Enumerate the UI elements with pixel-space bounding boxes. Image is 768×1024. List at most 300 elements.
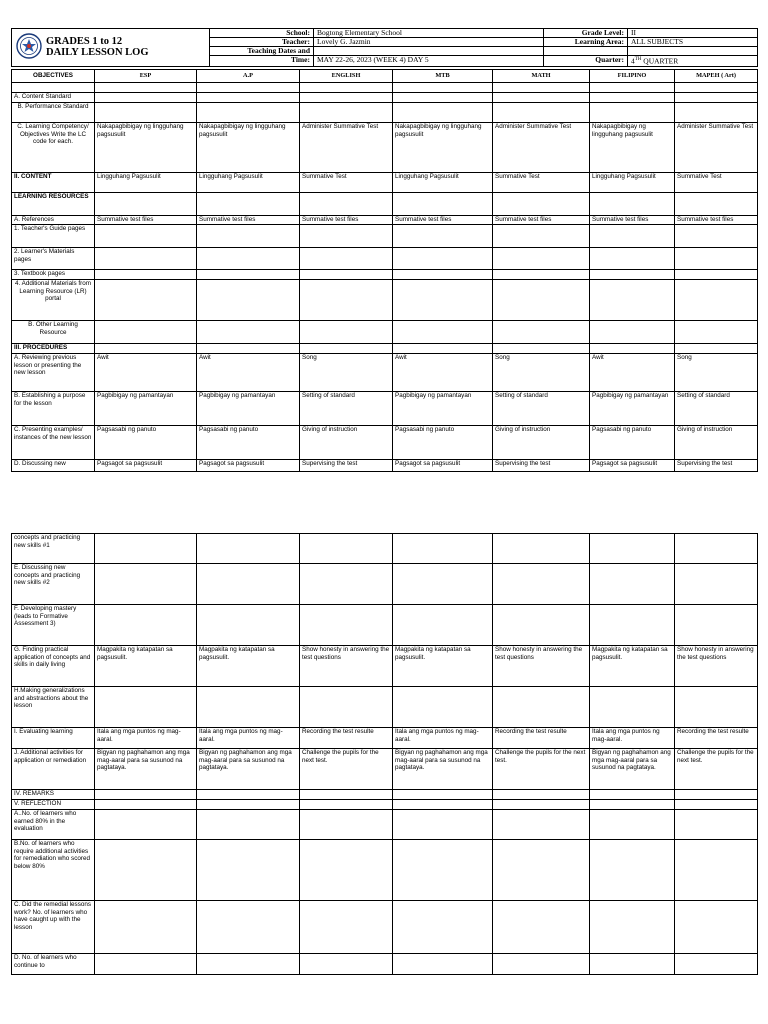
cell-mtb [393, 193, 493, 216]
cell-english: Song [300, 354, 393, 392]
cell-filipino [590, 280, 675, 321]
cell-math [493, 840, 590, 901]
cell-a-p: Lingguhang Pagsusulit [197, 173, 300, 193]
cell-mtb [393, 901, 493, 954]
objectives-header: OBJECTIVES [12, 70, 95, 83]
cell-mapeh-art [675, 840, 758, 901]
table-row [12, 225, 758, 248]
cell-a-p: Pagsagot sa pagsusulit [197, 460, 300, 472]
cell-esp [95, 534, 197, 564]
spacer-cell [393, 83, 493, 93]
cell-mapeh-art [675, 193, 758, 216]
cell-esp: Lingguhang Pagsusulit [95, 173, 197, 193]
cell-math: Administer Summative Test [493, 123, 590, 173]
row-label: C. Learning Competency/ Objectives Write the LC code for each. [12, 123, 95, 173]
row-label: III. PROCEDURES [12, 344, 95, 354]
table-row [12, 605, 758, 646]
table-row [12, 790, 758, 800]
cell-esp [95, 954, 197, 975]
table-row [12, 392, 758, 426]
cell-filipino: Itala ang mga puntos ng mag-aaral. [590, 728, 675, 749]
table-row [12, 354, 758, 392]
cell-filipino: Pagbibigay ng pamantayan [590, 392, 675, 426]
table-row [12, 564, 758, 605]
lesson-table-page-2 [11, 533, 758, 975]
cell-mtb: Pagsagot sa pagsusulit [393, 460, 493, 472]
cell-english: Summative test files [300, 216, 393, 225]
cell-filipino [590, 954, 675, 975]
row-label: E. Discussing new concepts and practicing new skills #2 [12, 564, 95, 605]
cell-filipino [590, 270, 675, 280]
cell-english: Recording the test resulte [300, 728, 393, 749]
row-label: D. No. of learners who continue to [12, 954, 95, 975]
cell-mapeh-art [675, 321, 758, 344]
cell-filipino [590, 800, 675, 810]
row-label: D. Discussing new [12, 460, 95, 472]
cell-english [300, 93, 393, 103]
cell-a-p: Nakapagbibigay ng lingguhang pagsusulit [197, 123, 300, 173]
cell-mapeh-art: Summative test files [675, 216, 758, 225]
cell-a-p [197, 901, 300, 954]
table-row [12, 103, 758, 123]
cell-filipino [590, 321, 675, 344]
cell-mapeh-art: Show honesty in answering the test questions [675, 646, 758, 687]
cell-a-p [197, 564, 300, 605]
dates-value: MAY 22-26, 2023 (WEEK 4) DAY 5 [314, 56, 544, 67]
header-table [11, 28, 758, 67]
table-row [12, 426, 758, 460]
cell-mapeh-art [675, 344, 758, 354]
cell-filipino: Pagsasabi ng panuto [590, 426, 675, 460]
area-value: ALL SUBJECTS [628, 38, 758, 47]
cell-filipino [590, 564, 675, 605]
row-label: concepts and practicing new skills #1 [12, 534, 95, 564]
table-row [12, 840, 758, 901]
table-row [12, 460, 758, 472]
teacher-label: Teacher: [210, 38, 314, 47]
cell-a-p [197, 93, 300, 103]
cell-mapeh-art [675, 564, 758, 605]
cell-english: Setting of standard [300, 392, 393, 426]
row-label: 1. Teacher's Guide pages [12, 225, 95, 248]
cell-filipino [590, 193, 675, 216]
row-label: A..No. of learners who earned 80% in the evaluation [12, 810, 95, 840]
cell-english [300, 687, 393, 728]
cell-math [493, 225, 590, 248]
table-row [12, 173, 758, 193]
subject-header-1: A.P [197, 70, 300, 83]
row-label: H.Making generalizations and abstractions about the lesson [12, 687, 95, 728]
spacer-cell [300, 83, 393, 93]
cell-mtb [393, 954, 493, 975]
cell-filipino: Awit [590, 354, 675, 392]
spacer-cell [590, 83, 675, 93]
cell-a-p [197, 103, 300, 123]
cell-a-p: Awit [197, 354, 300, 392]
cell-english [300, 564, 393, 605]
title-block [12, 29, 210, 67]
cell-filipino: Bigyan ng paghahamon ang mga mag-aaral para sa susunod na pagtataya. [590, 749, 675, 790]
school-value: Bogtong Elementary School [314, 29, 544, 38]
cell-math [493, 280, 590, 321]
spacer-cell [95, 83, 197, 93]
cell-a-p: Itala ang mga puntos ng mag-aaral. [197, 728, 300, 749]
subject-header-2: ENGLISH [300, 70, 393, 83]
cell-mapeh-art [675, 225, 758, 248]
cell-filipino [590, 840, 675, 901]
cell-a-p [197, 790, 300, 800]
row-label: J. Additional activities for application or remediation [12, 749, 95, 790]
cell-mtb [393, 564, 493, 605]
cell-filipino [590, 103, 675, 123]
table-row [12, 270, 758, 280]
cell-english [300, 225, 393, 248]
cell-mapeh-art [675, 687, 758, 728]
row-label: A. Content Standard [12, 93, 95, 103]
cell-a-p [197, 270, 300, 280]
cell-english [300, 270, 393, 280]
cell-mapeh-art [675, 954, 758, 975]
table-row [12, 248, 758, 270]
cell-math: Setting of standard [493, 392, 590, 426]
spacer-cell [675, 83, 758, 93]
cell-mapeh-art: Challenge the pupils for the next test. [675, 749, 758, 790]
cell-a-p [197, 687, 300, 728]
cell-math [493, 901, 590, 954]
cell-math [493, 790, 590, 800]
cell-math [493, 93, 590, 103]
cell-mapeh-art [675, 901, 758, 954]
cell-esp [95, 687, 197, 728]
cell-english [300, 954, 393, 975]
cell-filipino: Magpakita ng katapatan sa pagsusulit. [590, 646, 675, 687]
subject-header-row [12, 70, 758, 83]
cell-mtb [393, 810, 493, 840]
cell-mtb: Nakapagbibigay ng lingguhang pagsusulit [393, 123, 493, 173]
spacer-row [12, 83, 758, 93]
cell-esp [95, 103, 197, 123]
table-row [12, 749, 758, 790]
row-label: LEARNING RESOURCES [12, 193, 95, 216]
cell-english: Show honesty in answering the test questions [300, 646, 393, 687]
cell-math: Supervising the test [493, 460, 590, 472]
cell-filipino [590, 534, 675, 564]
row-label: F. Developing mastery (leads to Formative Assessment 3) [12, 605, 95, 646]
subject-header-0: ESP [95, 70, 197, 83]
row-label: I. Evaluating learning [12, 728, 95, 749]
cell-mtb: Magpakita ng katapatan sa pagsusulit. [393, 646, 493, 687]
table-row [12, 534, 758, 564]
row-label: C. Did the remedial lessons work? No. of learners who have caught up with the lesson [12, 901, 95, 954]
row-label: B.No. of learners who require additional activities for remediation who scored below 80% [12, 840, 95, 901]
cell-esp: Bigyan ng paghahamon ang mga mag-aaral para sa susunod na pagtataya. [95, 749, 197, 790]
table-row [12, 901, 758, 954]
cell-a-p [197, 344, 300, 354]
row-label: A. Reviewing previous lesson or presenting the new lesson [12, 354, 95, 392]
cell-esp [95, 321, 197, 344]
cell-english: Supervising the test [300, 460, 393, 472]
cell-filipino [590, 687, 675, 728]
cell-esp [95, 810, 197, 840]
table-row [12, 193, 758, 216]
cell-filipino [590, 605, 675, 646]
table-row [12, 280, 758, 321]
grade-value: II [628, 29, 758, 38]
cell-english: Summative Test [300, 173, 393, 193]
cell-mtb: Pagsasabi ng panuto [393, 426, 493, 460]
cell-math: Giving of instruction [493, 426, 590, 460]
cell-mapeh-art: Supervising the test [675, 460, 758, 472]
table-row [12, 954, 758, 975]
cell-math [493, 564, 590, 605]
cell-english [300, 840, 393, 901]
cell-a-p [197, 248, 300, 270]
cell-mtb [393, 344, 493, 354]
cell-math [493, 605, 590, 646]
cell-math [493, 534, 590, 564]
cell-mtb [393, 248, 493, 270]
cell-english [300, 193, 393, 216]
cell-english [300, 810, 393, 840]
cell-mtb: Bigyan ng paghahamon ang mga mag-aaral para sa susunod na pagtataya. [393, 749, 493, 790]
cell-mtb: Summative test files [393, 216, 493, 225]
cell-mapeh-art: Setting of standard [675, 392, 758, 426]
school-label: School: [210, 29, 314, 38]
cell-math [493, 344, 590, 354]
cell-a-p [197, 225, 300, 248]
row-label: V. REFLECTION [12, 800, 95, 810]
cell-mtb: Lingguhang Pagsusulit [393, 173, 493, 193]
cell-a-p [197, 193, 300, 216]
cell-english: Giving of instruction [300, 426, 393, 460]
title-line-2: DAILY LESSON LOG [46, 47, 149, 59]
cell-esp [95, 280, 197, 321]
table-row [12, 123, 758, 173]
row-label: A. References [12, 216, 95, 225]
cell-math [493, 193, 590, 216]
table-row [12, 800, 758, 810]
cell-math [493, 103, 590, 123]
cell-mapeh-art: Administer Summative Test [675, 123, 758, 173]
cell-math: Show honesty in answering the test questions [493, 646, 590, 687]
cell-filipino [590, 344, 675, 354]
grade-label: Grade Level: [544, 29, 628, 38]
cell-esp: Magpakita ng katapatan sa pagsusulit. [95, 646, 197, 687]
cell-mtb [393, 93, 493, 103]
cell-mtb [393, 790, 493, 800]
cell-mapeh-art: Song [675, 354, 758, 392]
cell-esp [95, 840, 197, 901]
cell-a-p [197, 321, 300, 344]
dates-spacer [314, 47, 544, 56]
cell-mtb [393, 687, 493, 728]
cell-math [493, 270, 590, 280]
table-row [12, 646, 758, 687]
subject-header-3: MTB [393, 70, 493, 83]
cell-mapeh-art [675, 605, 758, 646]
cell-a-p [197, 954, 300, 975]
spacer-cell [493, 83, 590, 93]
cell-english [300, 534, 393, 564]
cell-esp [95, 790, 197, 800]
row-label: IV. REMARKS [12, 790, 95, 800]
table-row [12, 728, 758, 749]
cell-a-p: Pagbibigay ng pamantayan [197, 392, 300, 426]
cell-a-p: Magpakita ng katapatan sa pagsusulit. [197, 646, 300, 687]
cell-math: Summative Test [493, 173, 590, 193]
cell-mapeh-art: Giving of instruction [675, 426, 758, 460]
cell-filipino: Lingguhang Pagsusulit [590, 173, 675, 193]
table-row [12, 216, 758, 225]
cell-english: Administer Summative Test [300, 123, 393, 173]
cell-english [300, 605, 393, 646]
cell-a-p [197, 280, 300, 321]
cell-esp [95, 93, 197, 103]
cell-filipino [590, 810, 675, 840]
cell-mtb: Itala ang mga puntos ng mag-aaral. [393, 728, 493, 749]
dates-label-2: Time: [210, 56, 314, 67]
cell-mtb: Pagbibigay ng pamantayan [393, 392, 493, 426]
cell-mapeh-art [675, 103, 758, 123]
cell-esp [95, 605, 197, 646]
cell-mapeh-art [675, 800, 758, 810]
cell-filipino [590, 93, 675, 103]
title-line-1: GRADES 1 to 12 [46, 36, 123, 48]
table-row [12, 810, 758, 840]
cell-a-p [197, 605, 300, 646]
cell-esp [95, 564, 197, 605]
cell-mapeh-art [675, 280, 758, 321]
table-row [12, 321, 758, 344]
row-label: G. Finding practical application of concepts and skills in daily living [12, 646, 95, 687]
cell-esp [95, 901, 197, 954]
cell-math [493, 248, 590, 270]
cell-esp [95, 225, 197, 248]
cell-mtb [393, 800, 493, 810]
cell-math [493, 954, 590, 975]
teacher-value: Lovely G. Jazmin [314, 38, 544, 47]
cell-a-p [197, 534, 300, 564]
spacer-cell [12, 83, 95, 93]
cell-english [300, 280, 393, 321]
cell-esp [95, 800, 197, 810]
cell-math: Song [493, 354, 590, 392]
cell-esp [95, 270, 197, 280]
cell-filipino [590, 225, 675, 248]
spacer-cell [197, 83, 300, 93]
cell-mtb [393, 280, 493, 321]
subject-header-5: FILIPINO [590, 70, 675, 83]
cell-mapeh-art: Summative Test [675, 173, 758, 193]
cell-mapeh-art [675, 93, 758, 103]
lesson-table-page-1 [11, 69, 758, 472]
cell-math [493, 687, 590, 728]
cell-math [493, 321, 590, 344]
area-label: Learning Area: [544, 38, 628, 47]
quarter-spacer-value [628, 47, 758, 56]
table-row [12, 344, 758, 354]
quarter-label: Quarter: [544, 56, 628, 67]
cell-filipino [590, 901, 675, 954]
table-row [12, 687, 758, 728]
cell-mapeh-art [675, 248, 758, 270]
cell-esp: Pagsagot sa pagsusulit [95, 460, 197, 472]
cell-mtb [393, 103, 493, 123]
cell-filipino: Nakapagbibigay ng lingguhang pagsusulit [590, 123, 675, 173]
cell-english [300, 248, 393, 270]
cell-english [300, 344, 393, 354]
cell-a-p [197, 800, 300, 810]
row-label: B. Establishing a purpose for the lesson [12, 392, 95, 426]
row-label: 2. Learner's Materials pages [12, 248, 95, 270]
cell-english [300, 800, 393, 810]
cell-mtb: Awit [393, 354, 493, 392]
cell-filipino: Summative test files [590, 216, 675, 225]
dates-label-1: Teaching Dates and [210, 47, 314, 56]
cell-filipino: Pagsagot sa pagsusulit [590, 460, 675, 472]
cell-filipino [590, 248, 675, 270]
cell-a-p: Bigyan ng paghahamon ang mga mag-aaral para sa susunod na pagtataya. [197, 749, 300, 790]
cell-math: Recording the test resulte [493, 728, 590, 749]
cell-esp [95, 248, 197, 270]
row-label: C. Presenting examples/ instances of the new lesson [12, 426, 95, 460]
cell-esp: Pagbibigay ng pamantayan [95, 392, 197, 426]
cell-mapeh-art: Recording the test resulte [675, 728, 758, 749]
subject-header-6: MAPEH ( Art) [675, 70, 758, 83]
cell-mtb [393, 605, 493, 646]
subject-header-4: MATH [493, 70, 590, 83]
cell-a-p: Pagsasabi ng panuto [197, 426, 300, 460]
cell-math: Challenge the pupils for the next test. [493, 749, 590, 790]
cell-math [493, 800, 590, 810]
cell-esp: Pagsasabi ng panuto [95, 426, 197, 460]
cell-math [493, 810, 590, 840]
row-label: B. Other Learning Resource [12, 321, 95, 344]
cell-english [300, 901, 393, 954]
cell-mapeh-art [675, 270, 758, 280]
cell-mapeh-art [675, 810, 758, 840]
table-row [12, 93, 758, 103]
cell-filipino [590, 790, 675, 800]
cell-mtb [393, 270, 493, 280]
row-label: 3. Textbook pages [12, 270, 95, 280]
cell-esp [95, 193, 197, 216]
cell-mtb [393, 321, 493, 344]
cell-english [300, 103, 393, 123]
cell-mapeh-art [675, 790, 758, 800]
cell-esp: Summative test files [95, 216, 197, 225]
cell-a-p [197, 840, 300, 901]
quarter-value: 4TH QUARTER [628, 56, 758, 67]
cell-english [300, 790, 393, 800]
cell-esp [95, 344, 197, 354]
cell-mtb [393, 840, 493, 901]
cell-math: Summative test files [493, 216, 590, 225]
cell-a-p: Summative test files [197, 216, 300, 225]
cell-a-p [197, 810, 300, 840]
row-label: II. CONTENT [12, 173, 95, 193]
row-label: B. Performance Standard [12, 103, 95, 123]
cell-english: Challenge the pupils for the next test. [300, 749, 393, 790]
cell-mapeh-art [675, 534, 758, 564]
cell-english [300, 321, 393, 344]
cell-esp: Awit [95, 354, 197, 392]
cell-mtb [393, 225, 493, 248]
quarter-spacer-label [544, 47, 628, 56]
cell-mtb [393, 534, 493, 564]
cell-esp: Itala ang mga puntos ng mag-aaral. [95, 728, 197, 749]
cell-esp: Nakapagbibigay ng lingguhang pagsusulit [95, 123, 197, 173]
